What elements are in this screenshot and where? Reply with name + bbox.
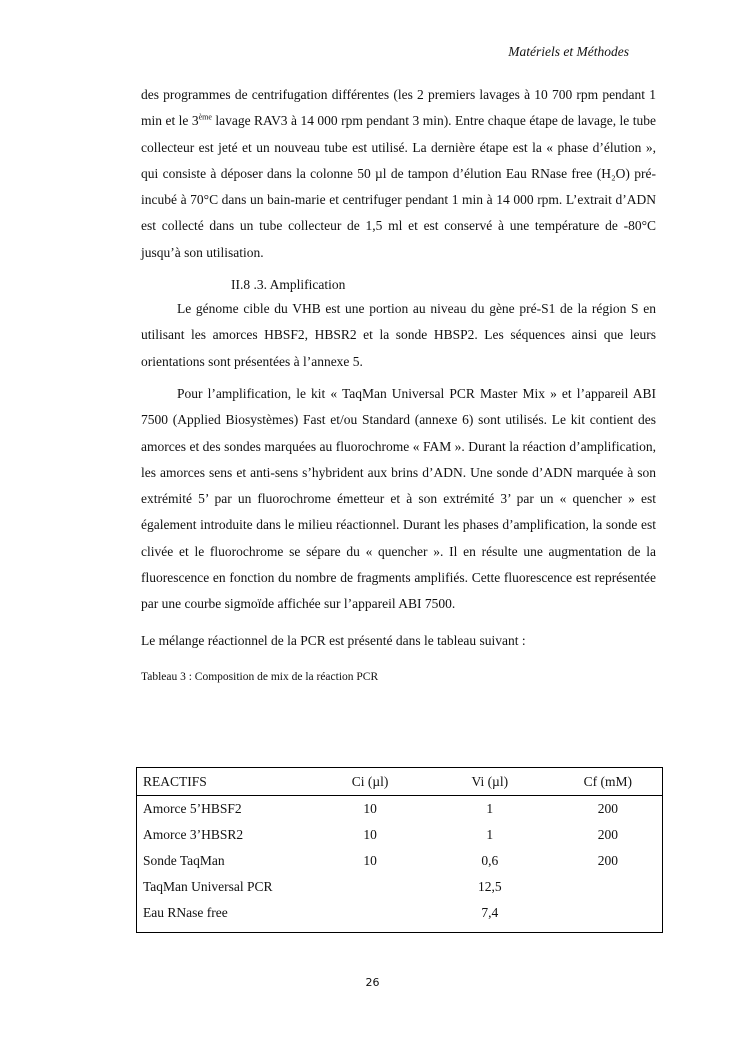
table-row [137,874,663,900]
ordinal-superscript: ème [198,112,212,122]
column-header: Vi (µl) [426,768,554,796]
paragraph-table-intro: Le mélange réactionnel de la PCR est présenté dans le tableau suivant : [141,632,526,648]
table-cell: 200 [597,827,618,842]
document-body [141,82,656,685]
table-cell [554,874,663,900]
paragraph-amplification: Pour l’amplification, le kit « TaqMan Universal PCR Master Mix » et l’appareil ABI 7500 (Applied Biosystèmes) Fast et/ou Standard (annexe 6) sont utilisés. Le kit contient des amorces et des sondes marquées au fluorochrome « FAM ». Durant la réaction d’amplification, les amorces sens et anti-sens s’hybrident aux brins d’ADN. Une sonde d’ADN marquée à son extrémité 5’ par un fluorochrome émetteur et à son extrémité 3’ par un « quencher » est également introduite dans le milieu réactionnel. Durant les phases d’amplification, la sonde est clivée et le fluorochrome se sépare du « quencher ». Il en résulte une augmentation de la fluorescence en fonction du nombre de fragments amplifiés. Cette fluorescence est représentée par une courbe sigmoïde affichée sur l’appareil ABI 7500. [141,385,656,612]
column-header: REACTIFS [137,768,315,796]
table-cell: 10 [363,801,377,816]
table-cell: 7,4 [481,905,499,920]
column-header: Ci (µl) [314,768,426,796]
pcr-mix-table [136,767,663,933]
table-cell [314,874,426,900]
table-header-row [137,768,663,796]
table-cell: Amorce 3’HBSR2 [143,827,244,842]
table-caption: Tableau 3 : Composition de mix de la réaction PCR [141,670,379,683]
table-row [137,900,663,933]
running-header: Matériels et Méthodes [508,44,629,59]
table-cell [314,900,426,933]
table-cell: Eau RNase free [143,905,228,920]
table-row [137,848,663,874]
table-cell [554,900,663,933]
section-heading: II.8 .3. Amplification [231,277,346,293]
table-cell: 12,5 [477,879,502,894]
paragraph-target-genome: Le génome cible du VHB est une portion au niveau du gène pré-S1 de la région S en utilisant les amorces HBSF2, HBSR2 et la sonde HBSP2. Les séquences ainsi que leurs orientations sont présentées à l’annexe 5. [141,301,656,369]
table-cell: 1 [486,801,494,816]
column-header: Cf (mM) [554,768,663,796]
table-row [137,822,663,848]
paragraph-elution-part2: lavage RAV3 à 14 000 rpm pendant 3 min). Entre chaque étape de lavage, le tube collecteur est jeté et un nouveau tube est utilisé. La dernière étape est la « phase d’élution », qui consiste à déposer dans la colonne 50 µl de tampon d’élution Eau RNase free (H₂O) pré-incubé à 70°C dans un bain-marie et centrifuger pendant 1 min à 14 000 rpm. L’extrait d’ADN est collecté dans un tube collecteur de 1,5 ml et est conservé à une température de -80°C jusqu’à son utilisation. [141,113,656,260]
table-cell: 200 [597,853,618,868]
table-cell: 1 [486,827,494,842]
table-cell: 0,6 [481,853,499,868]
table-cell: TaqMan Universal PCR [143,879,273,894]
table-cell: Sonde TaqMan [143,853,225,868]
table-cell: Amorce 5’HBSF2 [143,801,242,816]
table-cell: 10 [363,853,377,868]
table-row [137,796,663,823]
table-cell: 200 [597,801,618,816]
table-cell: 10 [363,827,377,842]
page-number: 26 [365,976,380,989]
paragraph-elution-part1: des programmes de centrifugation différentes (les 2 premiers lavages à 10 700 rpm pendant 1 min et le 3 [141,87,656,129]
paragraph-elution [141,82,656,266]
